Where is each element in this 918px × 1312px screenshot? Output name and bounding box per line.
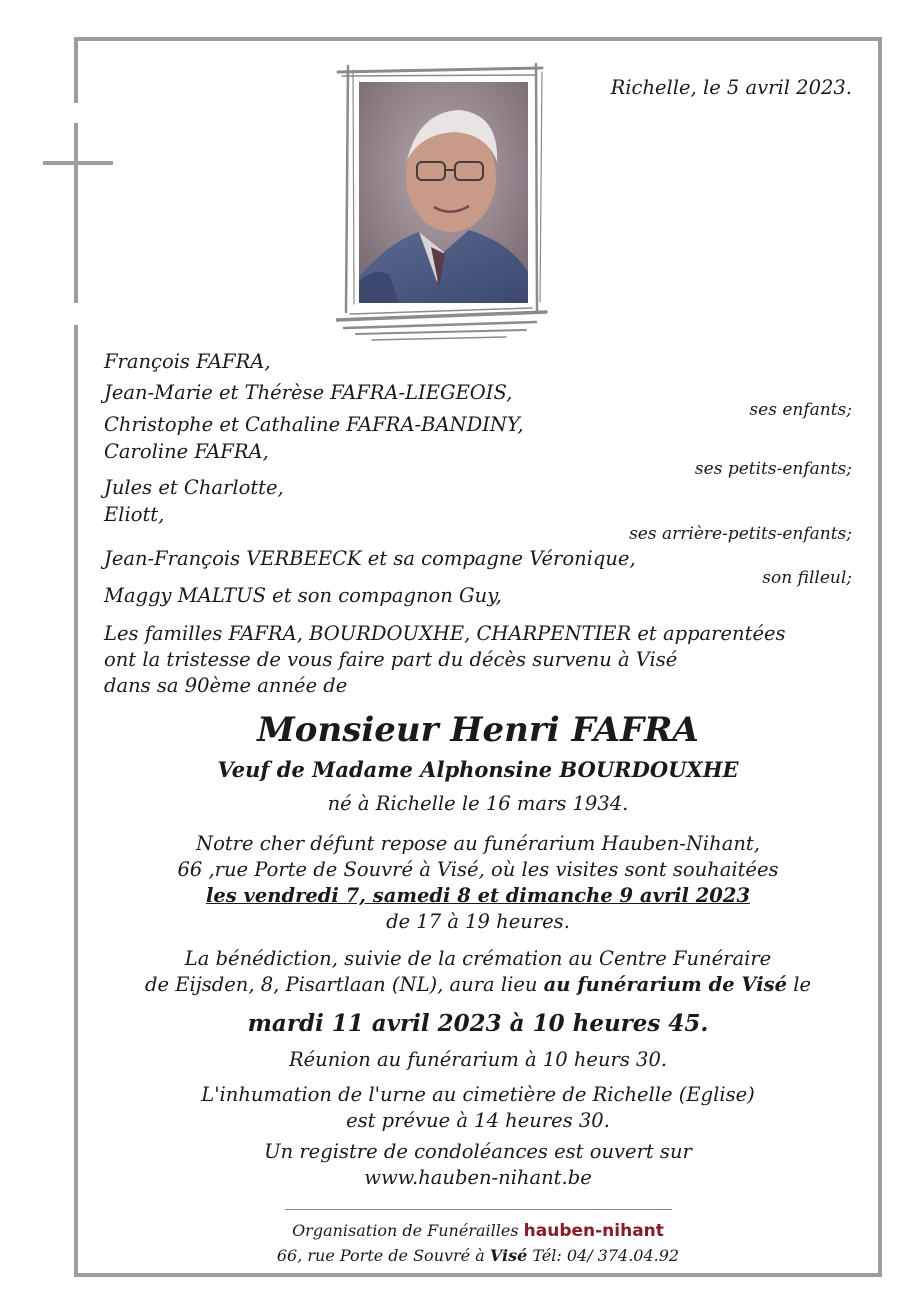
family-line: Jean-Marie et Thérèse FAFRA-LIEGEOIS, xyxy=(104,381,513,404)
announcement-line: dans sa 90ème année de xyxy=(104,674,348,697)
visits-hours: de 17 à 19 heures. xyxy=(386,910,570,933)
frame-right xyxy=(878,37,882,1277)
ceremony-venue: au funérarium de Visé xyxy=(543,973,788,996)
footer-address xyxy=(80,1245,876,1267)
meeting-line: Réunion au funérarium à 10 heurs 30. xyxy=(288,1048,668,1071)
brand-logo: hauben-nihant xyxy=(523,1221,664,1241)
ceremony-location-text: de Eijsden, 8, Pisartlaan (NL), aura lieu xyxy=(145,973,544,996)
footer-city: Visé xyxy=(489,1246,528,1265)
family-line: Christophe et Cathaline FAFRA-BANDINY, xyxy=(104,413,524,436)
deceased-name: Monsieur Henri FAFRA xyxy=(257,710,699,750)
ceremony-datetime: mardi 11 avril 2023 à 10 heures 45. xyxy=(247,1010,709,1037)
family-line: Eliott, xyxy=(104,503,165,526)
family-line: François FAFRA, xyxy=(104,350,271,373)
announcement-line: Les familles FAFRA, BOURDOUXHE, CHARPENTIER et apparentées xyxy=(104,622,786,645)
relation-label: ses petits-enfants; xyxy=(694,459,852,479)
footer-organisation xyxy=(80,1220,876,1242)
footer-org-label: Organisation de Funérailles xyxy=(292,1221,524,1240)
announcement-line: ont la tristesse de vous faire part du décès survenu à Visé xyxy=(104,648,678,671)
visits-line: Notre cher défunt repose au funérarium Hauben-Nihant, xyxy=(196,832,760,855)
register-line: Un registre de condoléances est ouvert sur xyxy=(264,1140,692,1163)
family-line: Jules et Charlotte, xyxy=(104,476,284,499)
burial-line: est prévue à 14 heures 30. xyxy=(346,1109,610,1132)
burial-line: L'inhumation de l'urne au cimetière de Richelle (Eglise) xyxy=(201,1083,755,1106)
family-line: Jean-François VERBEECK et sa compagne Véronique, xyxy=(104,547,636,570)
cross-vertical xyxy=(74,123,78,303)
widower-line: Veuf de Madame Alphonsine BOURDOUXHE xyxy=(217,757,739,782)
visits-line: 66 ,rue Porte de Souvré à Visé, où les visites sont souhaitées xyxy=(177,858,779,881)
frame-left-lower xyxy=(74,325,78,1277)
place-date: Richelle, le 5 avril 2023. xyxy=(610,76,852,99)
footer-address-text: 66, rue Porte de Souvré à xyxy=(276,1246,490,1265)
footer-phone: Tél: 04/ 374.04.92 xyxy=(527,1246,680,1265)
frame-bottom xyxy=(74,1273,882,1277)
relation-label: ses enfants; xyxy=(749,400,852,420)
register-url: www.hauben-nihant.be xyxy=(364,1166,592,1189)
frame-left xyxy=(74,37,78,103)
frame-top xyxy=(74,37,882,41)
family-line: Maggy MALTUS et son compagnon Guy, xyxy=(104,584,502,607)
ceremony-location xyxy=(80,973,876,997)
portrait-photo xyxy=(359,82,528,303)
visits-dates: les vendredi 7, samedi 8 et dimanche 9 avril 2023 xyxy=(205,884,751,907)
cross-horizontal xyxy=(43,161,113,165)
birth-line: né à Richelle le 16 mars 1934. xyxy=(327,792,629,815)
ceremony-location-end: le xyxy=(787,973,811,996)
relation-label: ses arrière-petits-enfants; xyxy=(629,524,852,544)
relation-label: son filleul; xyxy=(762,568,852,588)
footer-divider xyxy=(285,1209,672,1210)
ceremony-line: La bénédiction, suivie de la crémation au Centre Funéraire xyxy=(184,947,772,970)
family-line: Caroline FAFRA, xyxy=(104,440,269,463)
